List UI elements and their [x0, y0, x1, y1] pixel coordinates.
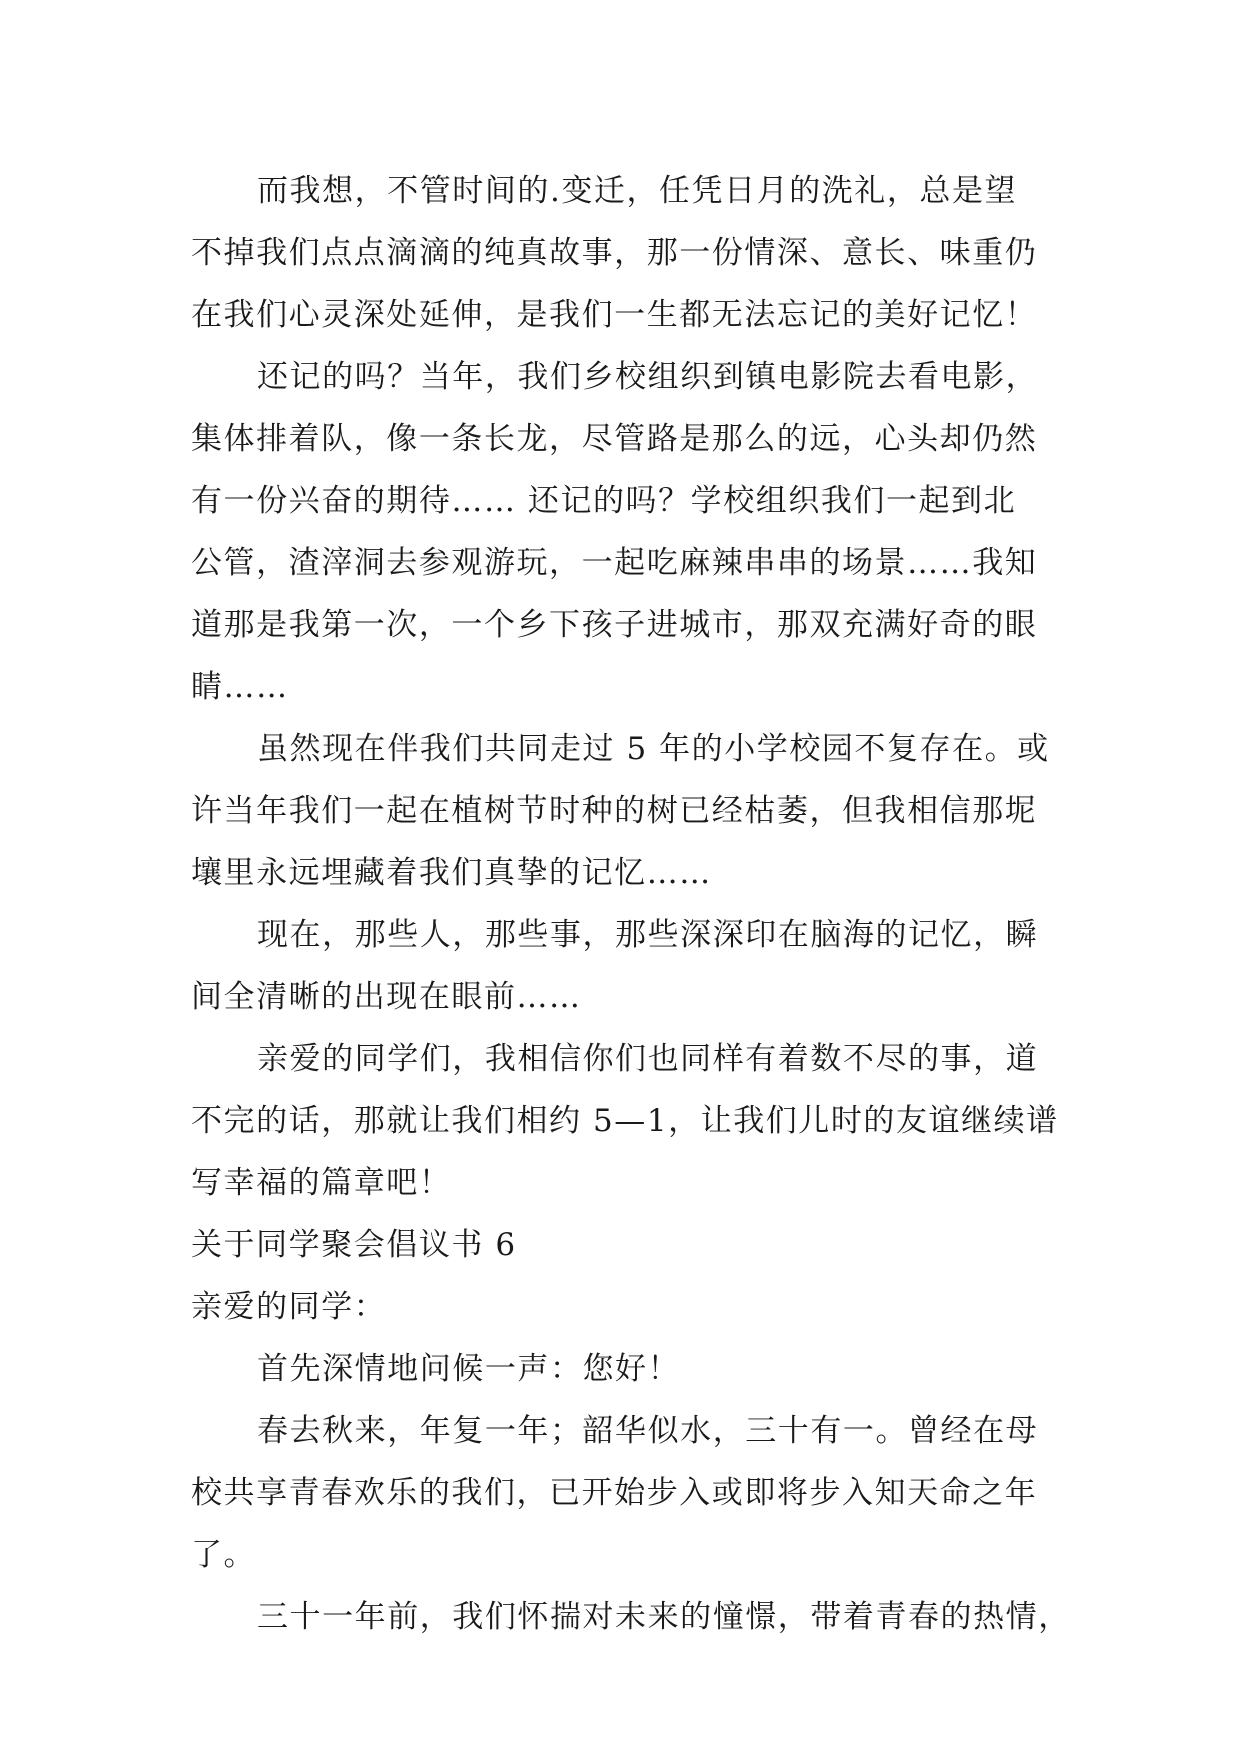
text-line: 道那是我第一次，一个乡下孩子进城市，那双充满好奇的眼	[191, 607, 1038, 643]
text-line: 在我们心灵深处延伸，是我们一生都无法忘记的美好记忆！	[191, 297, 1038, 333]
text-line: 虽然现在伴我们共同走过 5 年的小学校园不复存在。或	[257, 731, 1050, 767]
text-line: 许当年我们一起在植树节时种的树已经枯萎，但我相信那坭	[191, 793, 1038, 829]
text-line: 有一份兴奋的期待…… 还记的吗？学校组织我们一起到北	[191, 483, 1017, 519]
text-line: 写幸福的篇章吧！	[191, 1165, 452, 1201]
text-line: 不完的话，那就让我们相约 5—1，让我们儿时的友谊继续谱	[191, 1103, 1059, 1139]
text-line: 间全清晰的出现在眼前……	[191, 979, 582, 1015]
section-heading: 关于同学聚会倡议书 6	[191, 1227, 517, 1263]
text-line: 不掉我们点点滴滴的纯真故事，那一份情深、意长、味重仍	[191, 235, 1038, 271]
text-line: 现在，那些人，那些事，那些深深印在脑海的记忆，瞬	[257, 917, 1039, 953]
text-line: 集体排着队，像一条长龙，尽管路是那么的远，心头却仍然	[191, 421, 1038, 457]
text-line: 睛……	[191, 669, 289, 705]
document-body	[191, 160, 1071, 1648]
text-line: 三十一年前，我们怀揣对未来的憧憬，带着青春的热情，	[257, 1599, 1071, 1635]
text-line: 还记的吗？当年，我们乡校组织到镇电影院去看电影，	[257, 359, 1039, 395]
text-line: 校共享青春欢乐的我们，已开始步入或即将步入知天命之年	[191, 1475, 1038, 1511]
text-line: 首先深情地问候一声：您好！	[257, 1351, 681, 1387]
text-line: 公管，渣滓洞去参观游玩，一起吃麻辣串串的场景……我知	[191, 545, 1038, 581]
text-line: 亲爱的同学们，我相信你们也同样有着数不尽的事，道	[257, 1041, 1039, 1077]
text-line: 春去秋来，年复一年；韶华似水，三十有一。曾经在母	[257, 1413, 1039, 1449]
text-line: 了。	[191, 1537, 257, 1573]
text-line: 壤里永远埋藏着我们真挚的记忆……	[191, 855, 712, 891]
salutation: 亲爱的同学：	[191, 1289, 387, 1325]
text-line: 而我想，不管时间的.变迁，任凭日月的洗礼，总是望	[257, 173, 1018, 209]
